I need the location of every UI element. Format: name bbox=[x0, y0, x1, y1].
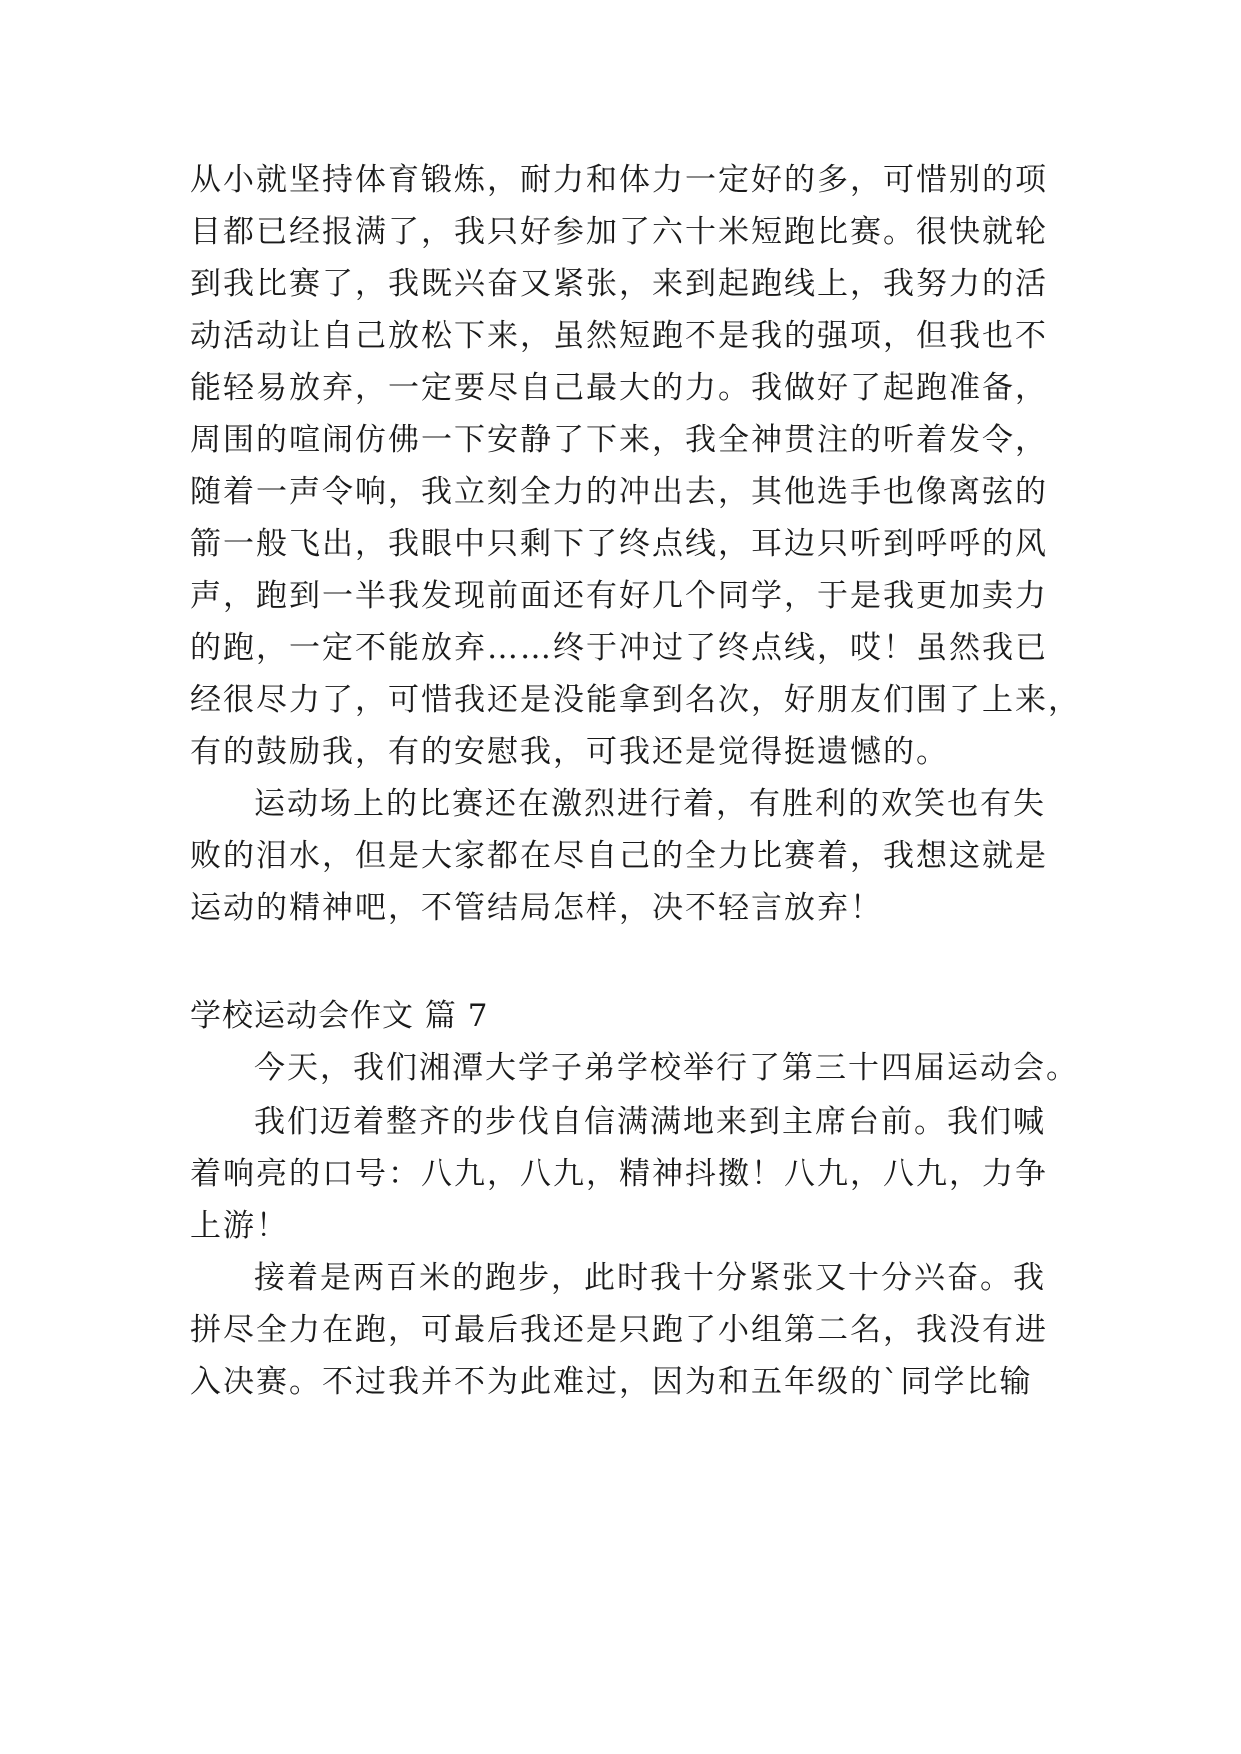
text-line: 着响亮的口号：八九，八九，精神抖擞！八九，八九，力争 bbox=[190, 1156, 1048, 1192]
paragraph-race-story bbox=[190, 154, 1081, 778]
text-line: 经很尽力了，可惜我还是没能拿到名次，好朋友们围了上来， bbox=[190, 682, 1081, 718]
text-line: 败的泪水，但是大家都在尽自己的全力比赛着，我想这就是 bbox=[190, 838, 1048, 874]
text-line: 拼尽全力在跑，可最后我还是只跑了小组第二名，我没有进 bbox=[190, 1312, 1048, 1348]
text-line: 上游！ bbox=[190, 1208, 289, 1244]
paragraph-march bbox=[190, 1096, 1050, 1252]
text-line: 运动的精神吧，不管结局怎样，决不轻言放弃！ bbox=[190, 890, 883, 926]
text-line: 动活动让自己放松下来，虽然短跑不是我的强项，但我也不 bbox=[190, 318, 1048, 354]
text-line: 目都已经报满了，我只好参加了六十米短跑比赛。很快就轮 bbox=[190, 214, 1048, 250]
text-line: 从小就坚持体育锻炼，耐力和体力一定好的多，可惜别的项 bbox=[190, 162, 1048, 198]
text-line: 到我比赛了，我既兴奋又紧张，来到起跑线上，我努力的活 bbox=[190, 266, 1048, 302]
text-line: 入决赛。不过我并不为此难过，因为和五年级的`同学比输 bbox=[190, 1364, 1033, 1400]
text-line: 接着是两百米的跑步，此时我十分紧张又十分兴奋。我 bbox=[254, 1260, 1046, 1296]
text-line: 今天，我们湘潭大学子弟学校举行了第三十四届运动会。 bbox=[254, 1050, 1079, 1086]
text-line: 我们迈着整齐的步伐自信满满地来到主席台前。我们喊 bbox=[254, 1104, 1046, 1140]
text-line: 声，跑到一半我发现前面还有好几个同学，于是我更加卖力 bbox=[190, 578, 1048, 614]
article-heading bbox=[190, 990, 1050, 1042]
text-line: 周围的喧闹仿佛一下安静了下来，我全神贯注的听着发令， bbox=[190, 422, 1048, 458]
section-title: 学校运动会作文 篇 7 bbox=[190, 998, 489, 1034]
paragraph-200m bbox=[190, 1252, 1050, 1408]
text-line: 能轻易放弃，一定要尽自己最大的力。我做好了起跑准备， bbox=[190, 370, 1048, 406]
text-line: 的跑，一定不能放弃……终于冲过了终点线，哎！虽然我已 bbox=[190, 630, 1048, 666]
paragraph-conclusion bbox=[190, 778, 1050, 934]
text-line: 箭一般飞出，我眼中只剩下了终点线，耳边只听到呼呼的风 bbox=[190, 526, 1048, 562]
text-line: 随着一声令响，我立刻全力的冲出去，其他选手也像离弦的 bbox=[190, 474, 1048, 510]
paragraph-intro bbox=[190, 1042, 1079, 1094]
text-line: 运动场上的比赛还在激烈进行着，有胜利的欢笑也有失 bbox=[254, 786, 1046, 822]
text-line: 有的鼓励我，有的安慰我，可我还是觉得挺遗憾的。 bbox=[190, 734, 949, 770]
